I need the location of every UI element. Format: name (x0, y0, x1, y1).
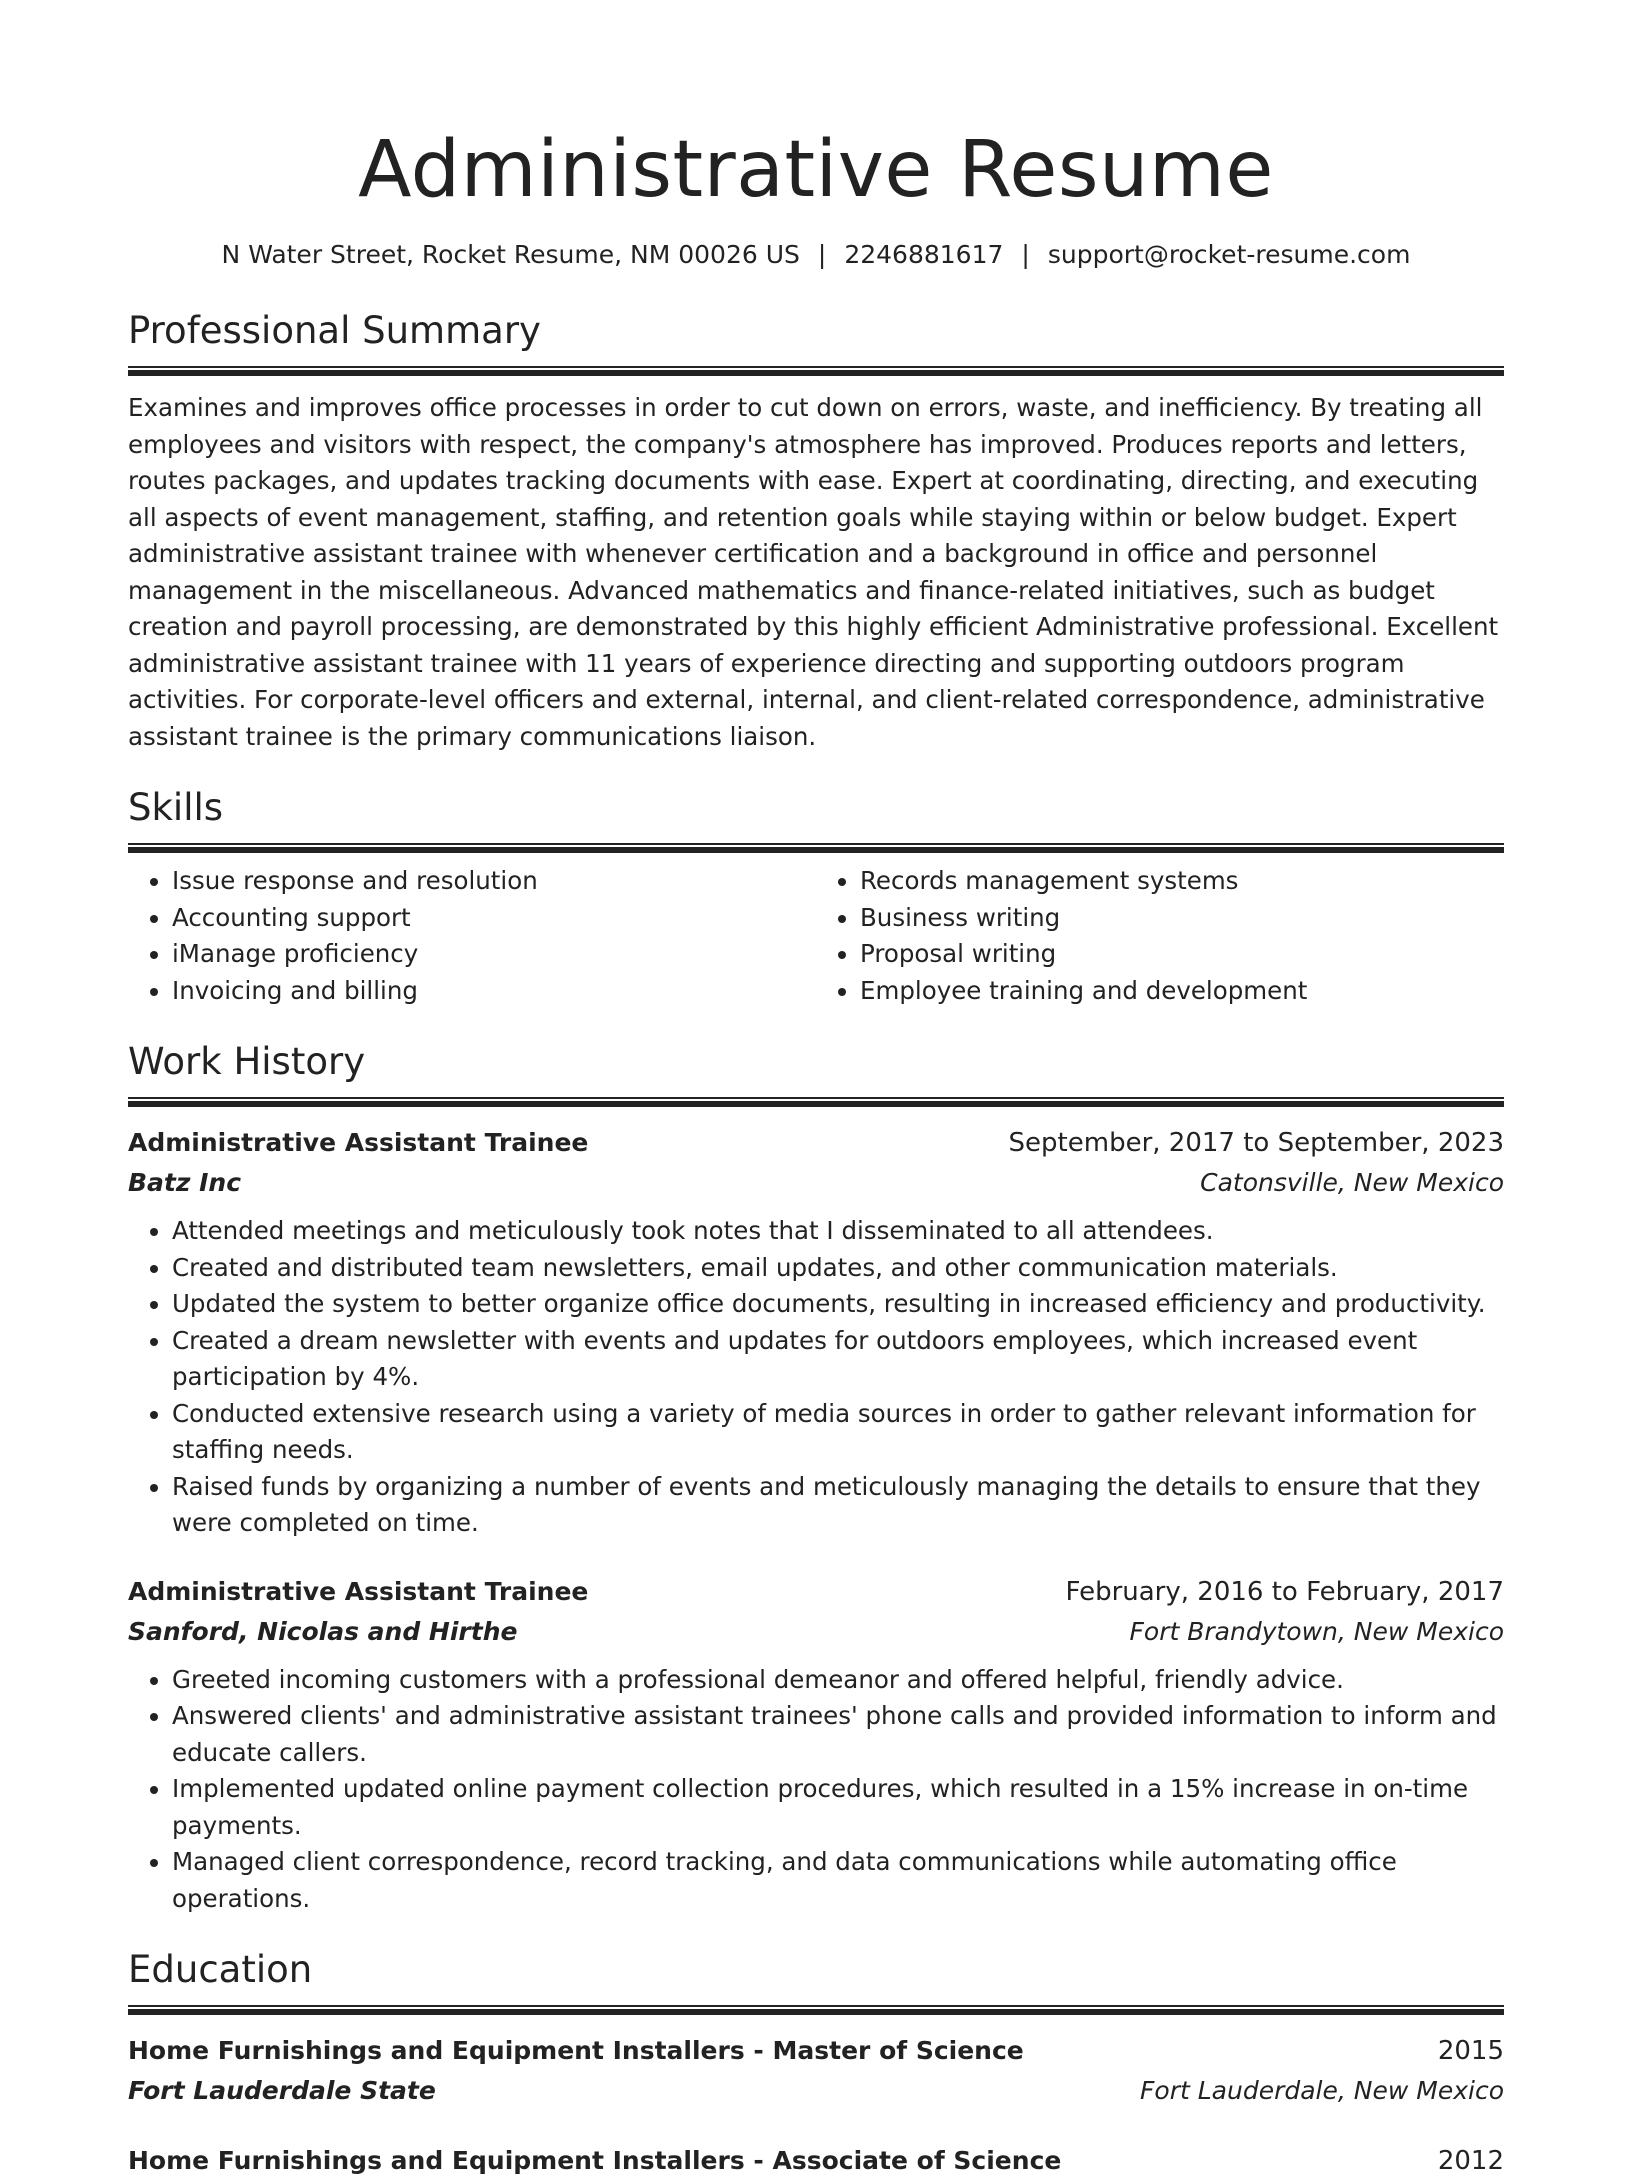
section-divider (128, 1097, 1504, 1107)
education-school: Fort Lauderdale State (128, 2076, 436, 2105)
job-bullet: • Managed client correspondence, record tracking, and data communications while automating office operations. (172, 1844, 1504, 1917)
skill-item: • Business writing (860, 900, 1504, 937)
education-entry (128, 2141, 1504, 2181)
skill-item: • Proposal writing (860, 936, 1504, 973)
contact-email: support@rocket-resume.com (1047, 240, 1411, 269)
summary-heading: Professional Summary (128, 309, 541, 352)
summary-text: Examines and improves office processes in order to cut down on errors, waste, and inefficiency. By treating all employees and visitors with respect, the company's atmosphere has improved. Produces reports and letters, routes packages, and updates tracking documents with ease. Expert at coordinating, directing, and executing all aspects of event management, staffing, and retention goals while staying within or below budget. Expert administrative assistant trainee with whenever certification and a background in office and personnel management in the miscellaneous. Advanced mathematics and finance-related initiatives, such as budget creation and payroll processing, are demonstrated by this highly efficient Administrative professional. Excellent administrative assistant trainee with 11 years of experience directing and supporting outdoors program activities. For corporate-level officers and external, internal, and client-related correspondence, administrative assistant trainee is the primary communications liaison. (128, 393, 1499, 751)
skills-heading: Skills (128, 786, 224, 829)
contact-line (128, 238, 1504, 272)
job-bullet: • Answered clients' and administrative assistant trainees' phone calls and provided information to inform and educate callers. (172, 1698, 1504, 1771)
skills-section (128, 785, 1504, 1009)
education-header-row (128, 2141, 1504, 2181)
summary-section (128, 308, 1504, 755)
skill-item: • Invoicing and billing (172, 973, 816, 1010)
job-bullets (128, 1213, 1504, 1542)
resume-title: Administrative Resume (358, 125, 1274, 215)
job-company-row (128, 1163, 1504, 1203)
work-history-section (128, 1039, 1504, 1917)
section-divider (128, 2005, 1504, 2015)
skills-columns (128, 863, 1504, 1009)
skill-item: • Records management systems (860, 863, 1504, 900)
education-school-row (128, 2071, 1504, 2111)
education-entry (128, 2031, 1504, 2111)
job-bullets (128, 1662, 1504, 1918)
job-bullet: • Implemented updated online payment collection procedures, which resulted in a 15% increase in on-time payments. (172, 1771, 1504, 1844)
job-company: Sanford, Nicolas and Hirthe (128, 1616, 518, 1646)
education-degree: Home Furnishings and Equipment Installers - Associate of Science (128, 2146, 1062, 2175)
job-title: Administrative Assistant Trainee (128, 1128, 589, 1157)
contact-separator: | (817, 240, 827, 269)
job-bullet: • Created and distributed team newsletters, email updates, and other communication materials. (172, 1250, 1504, 1287)
skill-item: • Accounting support (172, 900, 816, 937)
section-divider (128, 843, 1504, 853)
job-location: Fort Brandytown, New Mexico (1129, 1616, 1504, 1646)
education-section (128, 1947, 1504, 2181)
job-bullet: • Conducted extensive research using a variety of media sources in order to gather relevant information for staffing needs. (172, 1396, 1504, 1469)
education-location: Fort Lauderdale, New Mexico (1140, 2076, 1504, 2105)
contact-address: N Water Street, Rocket Resume, NM 00026 US (221, 240, 800, 269)
job-bullet: • Raised funds by organizing a number of events and meticulously managing the details to ensure that they were completed on time. (172, 1469, 1504, 1542)
skill-item: • Issue response and resolution (172, 863, 816, 900)
job-bullet: • Attended meetings and meticulously took notes that I disseminated to all attendees. (172, 1213, 1504, 1250)
section-divider (128, 366, 1504, 376)
contact-phone: 2246881617 (844, 240, 1004, 269)
work-history-heading: Work History (128, 1040, 366, 1083)
job-bullet: • Greeted incoming customers with a professional demeanor and offered helpful, friendly advice. (172, 1662, 1504, 1699)
job-title: Administrative Assistant Trainee (128, 1576, 589, 1606)
job-bullet: • Updated the system to better organize office documents, resulting in increased efficiency and productivity. (172, 1286, 1504, 1323)
job-entry (128, 1123, 1504, 1542)
job-header-row (128, 1123, 1504, 1163)
job-dates: February, 2016 to February, 2017 (1065, 1576, 1504, 1607)
skills-list-right (816, 863, 1504, 1009)
job-company-row (128, 1612, 1504, 1652)
resume-page (128, 0, 1504, 2181)
education-year: 2015 (1437, 2036, 1504, 2066)
education-degree: Home Furnishings and Equipment Installers - Master of Science (128, 2036, 1024, 2065)
job-entry (128, 1572, 1504, 1918)
job-bullet: • Created a dream newsletter with events and updates for outdoors employees, which increased event participation by 4%. (172, 1323, 1504, 1396)
job-company: Batz Inc (128, 1168, 242, 1197)
skill-item: • iManage proficiency (172, 936, 816, 973)
contact-separator: | (1021, 240, 1030, 269)
job-header-row (128, 1572, 1504, 1612)
education-header-row (128, 2031, 1504, 2071)
skill-item: • Employee training and development (860, 973, 1504, 1010)
education-heading: Education (128, 1948, 313, 1991)
job-dates: September, 2017 to September, 2023 (1008, 1128, 1504, 1158)
skills-list-left (128, 863, 816, 1009)
job-location: Catonsville, New Mexico (1200, 1168, 1504, 1197)
education-year: 2012 (1437, 2146, 1504, 2176)
